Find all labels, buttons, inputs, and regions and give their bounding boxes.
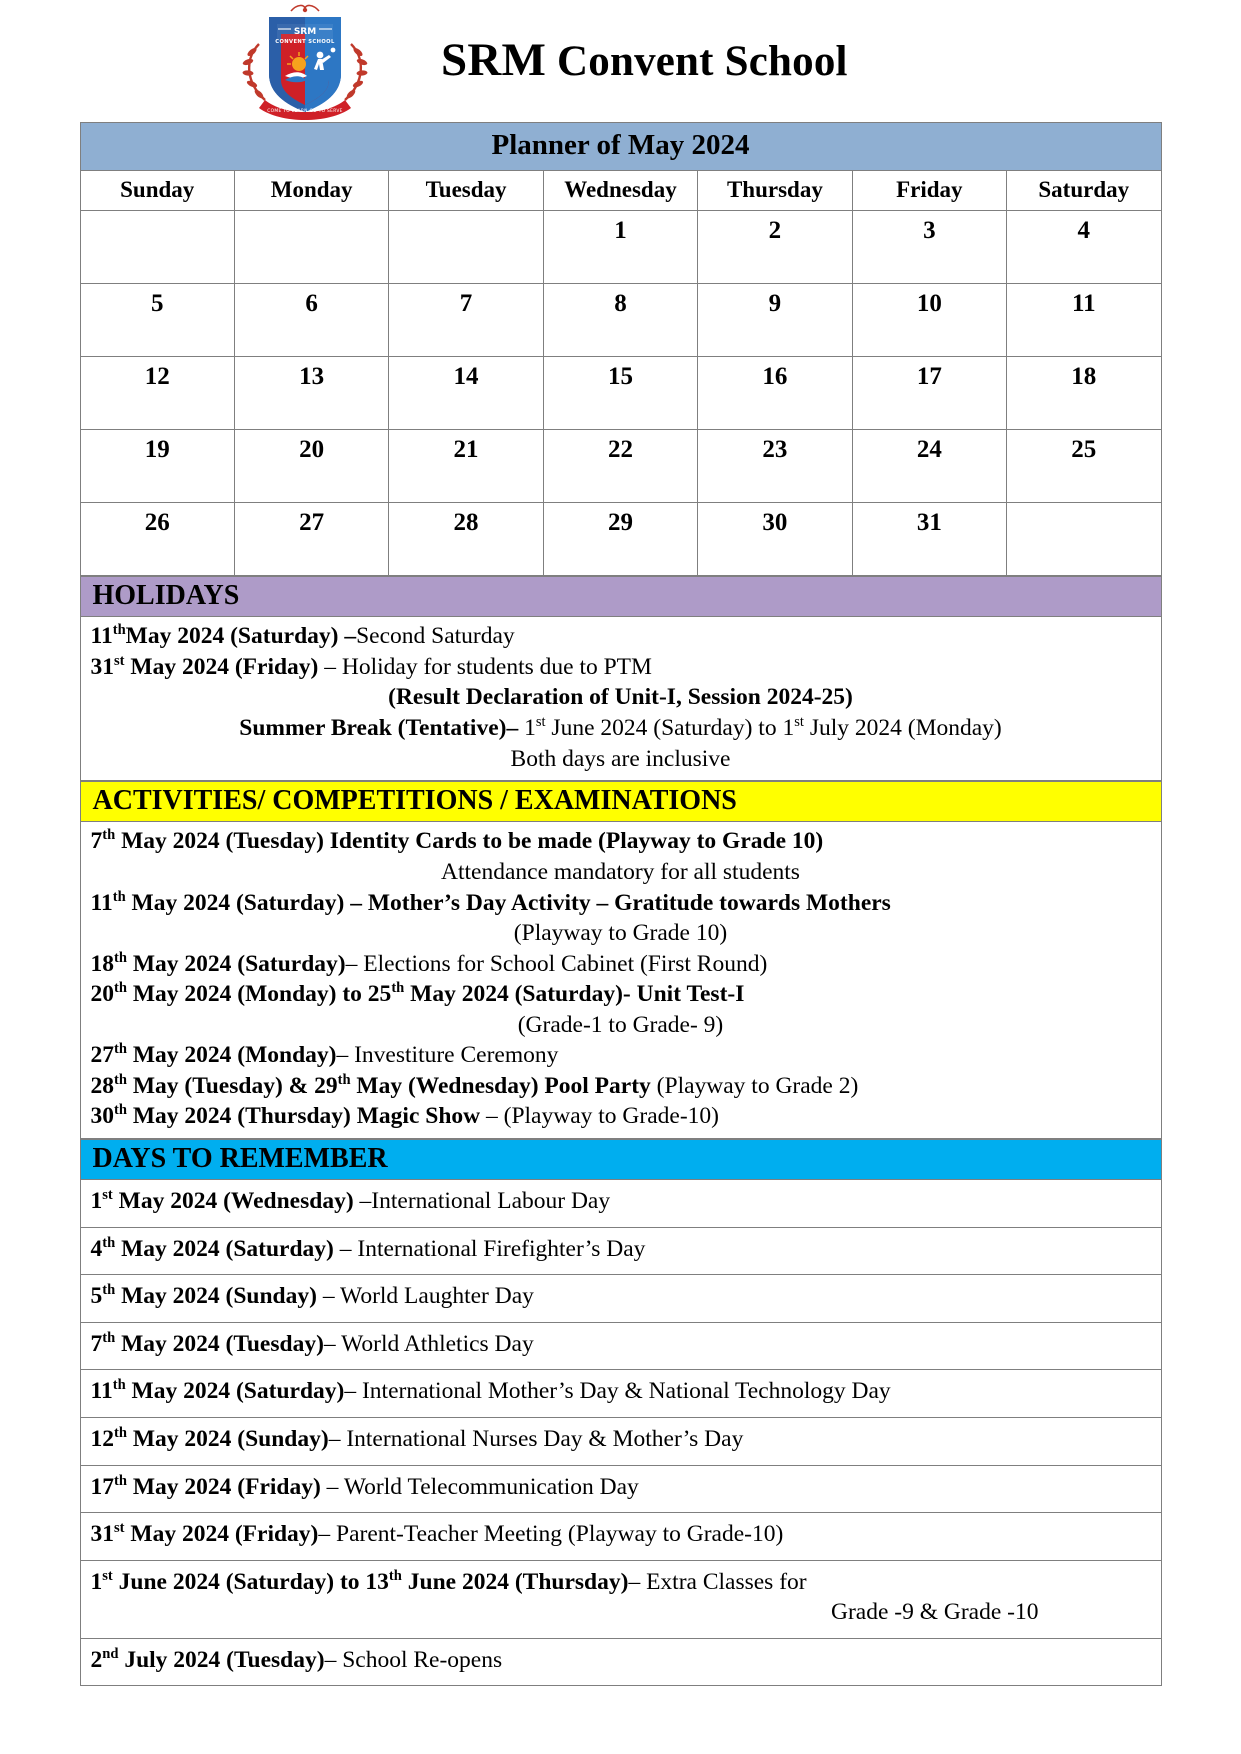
day-cell[interactable]: 5 xyxy=(80,284,234,357)
days-header-row xyxy=(80,1139,1161,1179)
weekday-sunday: Sunday xyxy=(80,171,234,211)
day-entry: 1st June 2024 (Saturday) to 13th June 2024 (Thursday)– Extra Classes for Grade -9 & Grade -10 xyxy=(80,1560,1161,1638)
holiday-item: (Result Declaration of Unit-I, Session 2024-25) xyxy=(388,684,853,711)
weekday-thursday: Thursday xyxy=(698,171,852,211)
activity-item: 28th May (Tuesday) & 29th May (Wednesday) Pool Party (Playway to Grade 2) xyxy=(90,1072,859,1099)
day-cell[interactable]: 19 xyxy=(80,430,234,503)
day-cell[interactable]: 10 xyxy=(852,284,1006,357)
days-to-remember-section xyxy=(80,1139,1162,1686)
day-cell[interactable]: 24 xyxy=(852,430,1006,503)
calendar-week-row xyxy=(80,284,1161,357)
day-cell[interactable]: 8 xyxy=(543,284,697,357)
table-row xyxy=(80,1180,1161,1228)
day-cell[interactable]: 7 xyxy=(389,284,543,357)
table-row xyxy=(80,1560,1161,1638)
day-cell[interactable] xyxy=(389,211,543,284)
day-entry: 5th May 2024 (Sunday) – World Laughter Day xyxy=(80,1275,1161,1323)
school-name-spacer xyxy=(546,38,557,85)
day-cell[interactable]: 9 xyxy=(698,284,852,357)
day-cell[interactable]: 21 xyxy=(389,430,543,503)
day-cell[interactable]: 23 xyxy=(698,430,852,503)
day-cell[interactable]: 6 xyxy=(234,284,388,357)
activity-item: 27th May 2024 (Monday)– Investiture Ceremony xyxy=(90,1041,559,1069)
activities-heading: ACTIVITIES/ COMPETITIONS / EXAMINATIONS xyxy=(80,782,1161,822)
day-cell[interactable]: 1 xyxy=(543,211,697,284)
weekday-monday: Monday xyxy=(234,171,388,211)
activity-item: 20th May 2024 (Monday) to 25th May 2024 (Saturday)- Unit Test-I xyxy=(90,980,745,1008)
days-to-remember-heading: DAYS TO REMEMBER xyxy=(80,1139,1161,1179)
table-row xyxy=(80,1370,1161,1418)
table-row xyxy=(80,1465,1161,1513)
activities-body xyxy=(80,822,1161,1138)
day-cell[interactable]: 22 xyxy=(543,430,697,503)
page-masthead xyxy=(0,0,1241,122)
table-row xyxy=(80,1322,1161,1370)
day-cell[interactable]: 11 xyxy=(1007,284,1161,357)
day-cell[interactable]: 3 xyxy=(852,211,1006,284)
weekday-wednesday: Wednesday xyxy=(543,171,697,211)
calendar-week-row xyxy=(80,357,1161,430)
activity-item: (Grade-1 to Grade- 9) xyxy=(517,1011,724,1038)
page-title xyxy=(441,33,848,87)
holidays-body xyxy=(80,617,1161,781)
table-row xyxy=(80,1638,1161,1686)
calendar-table xyxy=(80,122,1162,576)
day-entry: 4th May 2024 (Saturday) – International Firefighter’s Day xyxy=(80,1227,1161,1275)
activities-body-row xyxy=(80,822,1161,1138)
day-entry: 7th May 2024 (Tuesday)– World Athletics Day xyxy=(80,1322,1161,1370)
day-cell[interactable] xyxy=(80,211,234,284)
day-entry: 31st May 2024 (Friday)– Parent-Teacher Meeting (Playway to Grade-10) xyxy=(80,1513,1161,1561)
day-cell[interactable]: 18 xyxy=(1007,357,1161,430)
holiday-item: 31st May 2024 (Friday) – Holiday for students due to PTM xyxy=(90,653,652,680)
day-cell[interactable]: 20 xyxy=(234,430,388,503)
day-cell[interactable]: 14 xyxy=(389,357,543,430)
logo-convent-school-text: CONVENT SCHOOL xyxy=(275,39,335,45)
logo-srm-text: SRM xyxy=(293,27,317,37)
table-row xyxy=(80,1513,1161,1561)
activity-item: 11th May 2024 (Saturday) – Mother’s Day Activity – Gratitude towards Mothers xyxy=(90,888,891,916)
weekday-tuesday: Tuesday xyxy=(389,171,543,211)
activity-item: Attendance mandatory for all students xyxy=(441,859,800,885)
weekday-friday: Friday xyxy=(852,171,1006,211)
day-entry: 2nd July 2024 (Tuesday)– School Re-opens xyxy=(80,1638,1161,1686)
school-crest-logo xyxy=(225,0,385,120)
day-entry: 17th May 2024 (Friday) – World Telecommunication Day xyxy=(80,1465,1161,1513)
day-cell[interactable]: 17 xyxy=(852,357,1006,430)
activities-section xyxy=(80,781,1162,1139)
table-row xyxy=(80,1275,1161,1323)
activities-header-row xyxy=(80,782,1161,822)
holidays-header-row xyxy=(80,577,1161,617)
logo-motto-text: COME TO LEARN GO TO SERVE xyxy=(267,109,343,114)
day-cell[interactable]: 13 xyxy=(234,357,388,430)
day-cell[interactable]: 26 xyxy=(80,503,234,576)
day-cell[interactable]: 27 xyxy=(234,503,388,576)
weekday-saturday: Saturday xyxy=(1007,171,1161,211)
school-name-rest: Convent School xyxy=(557,38,848,85)
school-name-bold: SRM xyxy=(441,34,547,86)
day-cell[interactable] xyxy=(1007,503,1161,576)
activity-item: (Playway to Grade 10) xyxy=(513,920,728,947)
day-cell[interactable]: 4 xyxy=(1007,211,1161,284)
day-entry: 11th May 2024 (Saturday)– International Mother’s Day & National Technology Day xyxy=(80,1370,1161,1418)
calendar-week-row xyxy=(80,503,1161,576)
activity-item: 7th May 2024 (Tuesday) Identity Cards to be made (Playway to Grade 10) xyxy=(90,827,824,855)
activity-item: 30th May 2024 (Thursday) Magic Show – (Playway to Grade-10) xyxy=(90,1102,719,1130)
holiday-item: Both days are inclusive xyxy=(510,745,731,772)
day-cell[interactable]: 12 xyxy=(80,357,234,430)
day-cell[interactable]: 25 xyxy=(1007,430,1161,503)
day-cell[interactable]: 15 xyxy=(543,357,697,430)
holidays-section xyxy=(80,576,1162,781)
calendar-title: Planner of May 2024 xyxy=(80,123,1161,171)
day-entry: 1st May 2024 (Wednesday) –International Labour Day xyxy=(80,1180,1161,1228)
table-row xyxy=(80,1418,1161,1466)
day-cell[interactable]: 16 xyxy=(698,357,852,430)
day-cell[interactable]: 2 xyxy=(698,211,852,284)
day-cell[interactable]: 31 xyxy=(852,503,1006,576)
day-cell[interactable]: 29 xyxy=(543,503,697,576)
activity-item: 18th May 2024 (Saturday)– Elections for School Cabinet (First Round) xyxy=(90,949,768,977)
calendar-week-row xyxy=(80,211,1161,284)
calendar-week-row xyxy=(80,430,1161,503)
day-entry: 12th May 2024 (Sunday)– International Nurses Day & Mother’s Day xyxy=(80,1418,1161,1466)
holidays-heading: HOLIDAYS xyxy=(80,577,1161,617)
calendar-weekday-row xyxy=(80,171,1161,211)
holiday-item: Summer Break (Tentative)– 1st June 2024 (Saturday) to 1st July 2024 (Monday) xyxy=(239,714,1002,741)
calendar-title-row xyxy=(80,123,1161,171)
holiday-item: 11thMay 2024 (Saturday) –Second Saturday xyxy=(90,622,515,650)
day-cell[interactable]: 30 xyxy=(698,503,852,576)
table-row xyxy=(80,1227,1161,1275)
day-cell[interactable] xyxy=(234,211,388,284)
holidays-body-row xyxy=(80,617,1161,781)
day-cell[interactable]: 28 xyxy=(389,503,543,576)
